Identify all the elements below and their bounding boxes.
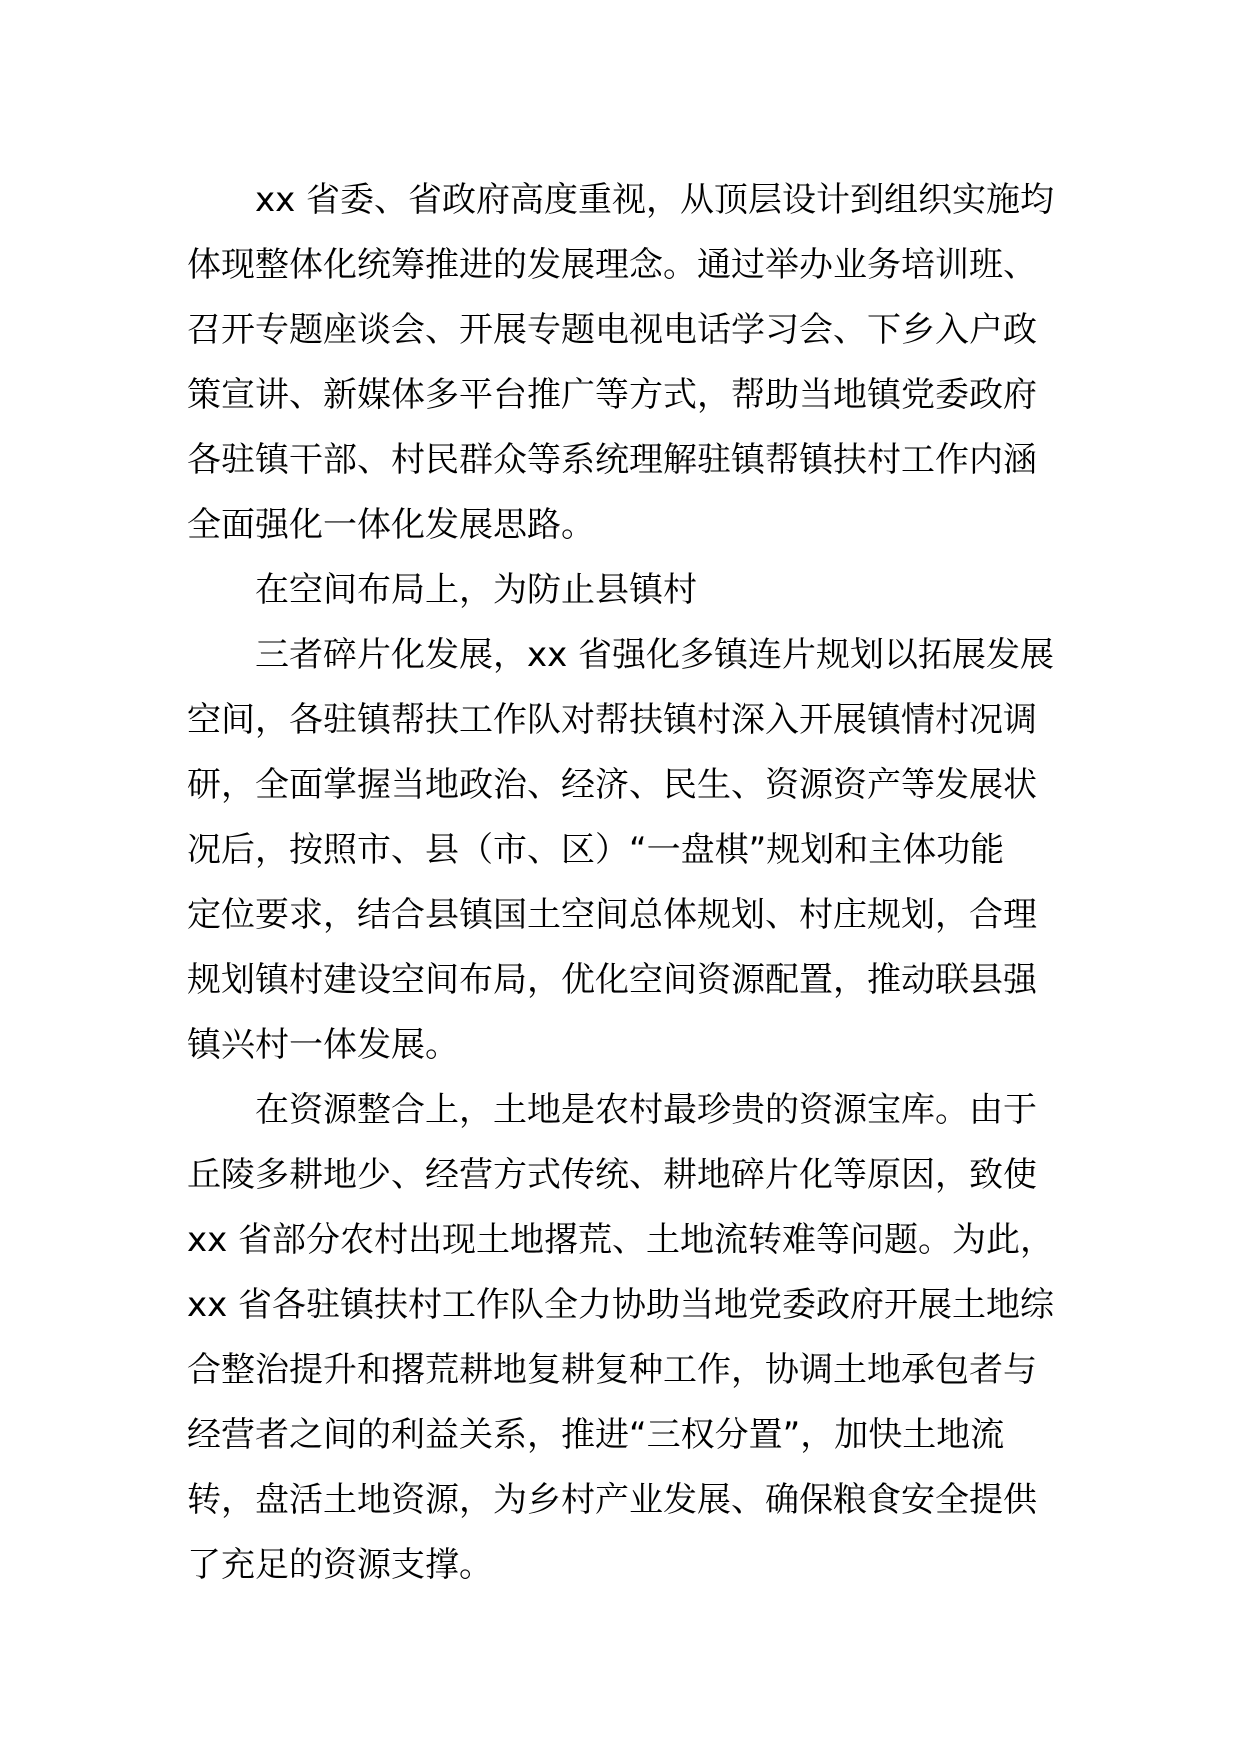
paragraph-1-line-2: 体现整体化统筹推进的发展理念。通过举办业务培训班、 — [187, 245, 1037, 285]
paragraph-4-line-8: 了充足的资源支撑。 — [187, 1545, 493, 1585]
paragraph-2-line-1: 在空间布局上，为防止县镇村 — [255, 570, 697, 610]
paragraph-1-line-5: 各驻镇干部、村民群众等系统理解驻镇帮镇扶村工作内涵 — [187, 440, 1037, 480]
paragraph-3-line-3: 研，全面掌握当地政治、经济、民生、资源资产等发展状 — [187, 765, 1037, 805]
paragraph-3-line-4: 况后，按照市、县（市、区）“一盘棋”规划和主体功能 — [187, 830, 1005, 870]
paragraph-3-line-7: 镇兴村一体发展。 — [187, 1025, 459, 1065]
paragraph-4-line-4: xx 省各驻镇扶村工作队全力协助当地党委政府开展土地综 — [187, 1285, 1055, 1325]
paragraph-1-line-1: xx 省委、省政府高度重视，从顶层设计到组织实施均 — [255, 180, 1055, 220]
paragraph-3-line-6: 规划镇村建设空间布局，优化空间资源配置，推动联县强 — [187, 960, 1037, 1000]
paragraph-3-line-5: 定位要求，结合县镇国土空间总体规划、村庄规划，合理 — [187, 895, 1037, 935]
paragraph-3-line-1: 三者碎片化发展，xx 省强化多镇连片规划以拓展发展 — [255, 635, 1055, 675]
paragraph-1-line-4: 策宣讲、新媒体多平台推广等方式，帮助当地镇党委政府 — [187, 375, 1037, 415]
paragraph-1-line-6: 全面强化一体化发展思路。 — [187, 505, 595, 545]
paragraph-1-line-3: 召开专题座谈会、开展专题电视电话学习会、下乡入户政 — [187, 310, 1037, 350]
paragraph-4-line-7: 转，盘活土地资源，为乡村产业发展、确保粮食安全提供 — [187, 1480, 1037, 1520]
paragraph-4-line-6: 经营者之间的利益关系，推进“三权分置”，加快土地流 — [187, 1415, 1005, 1455]
paragraph-4-line-5: 合整治提升和撂荒耕地复耕复种工作，协调土地承包者与 — [187, 1350, 1037, 1390]
paragraph-4-line-1: 在资源整合上，土地是农村最珍贵的资源宝库。由于 — [255, 1090, 1037, 1130]
document-body — [187, 168, 1067, 1598]
paragraph-3-line-2: 空间，各驻镇帮扶工作队对帮扶镇村深入开展镇情村况调 — [187, 700, 1037, 740]
paragraph-4-line-2: 丘陵多耕地少、经营方式传统、耕地碎片化等原因，致使 — [187, 1155, 1037, 1195]
paragraph-4-line-3: xx 省部分农村出现土地撂荒、土地流转难等问题。为此， — [187, 1220, 1055, 1260]
